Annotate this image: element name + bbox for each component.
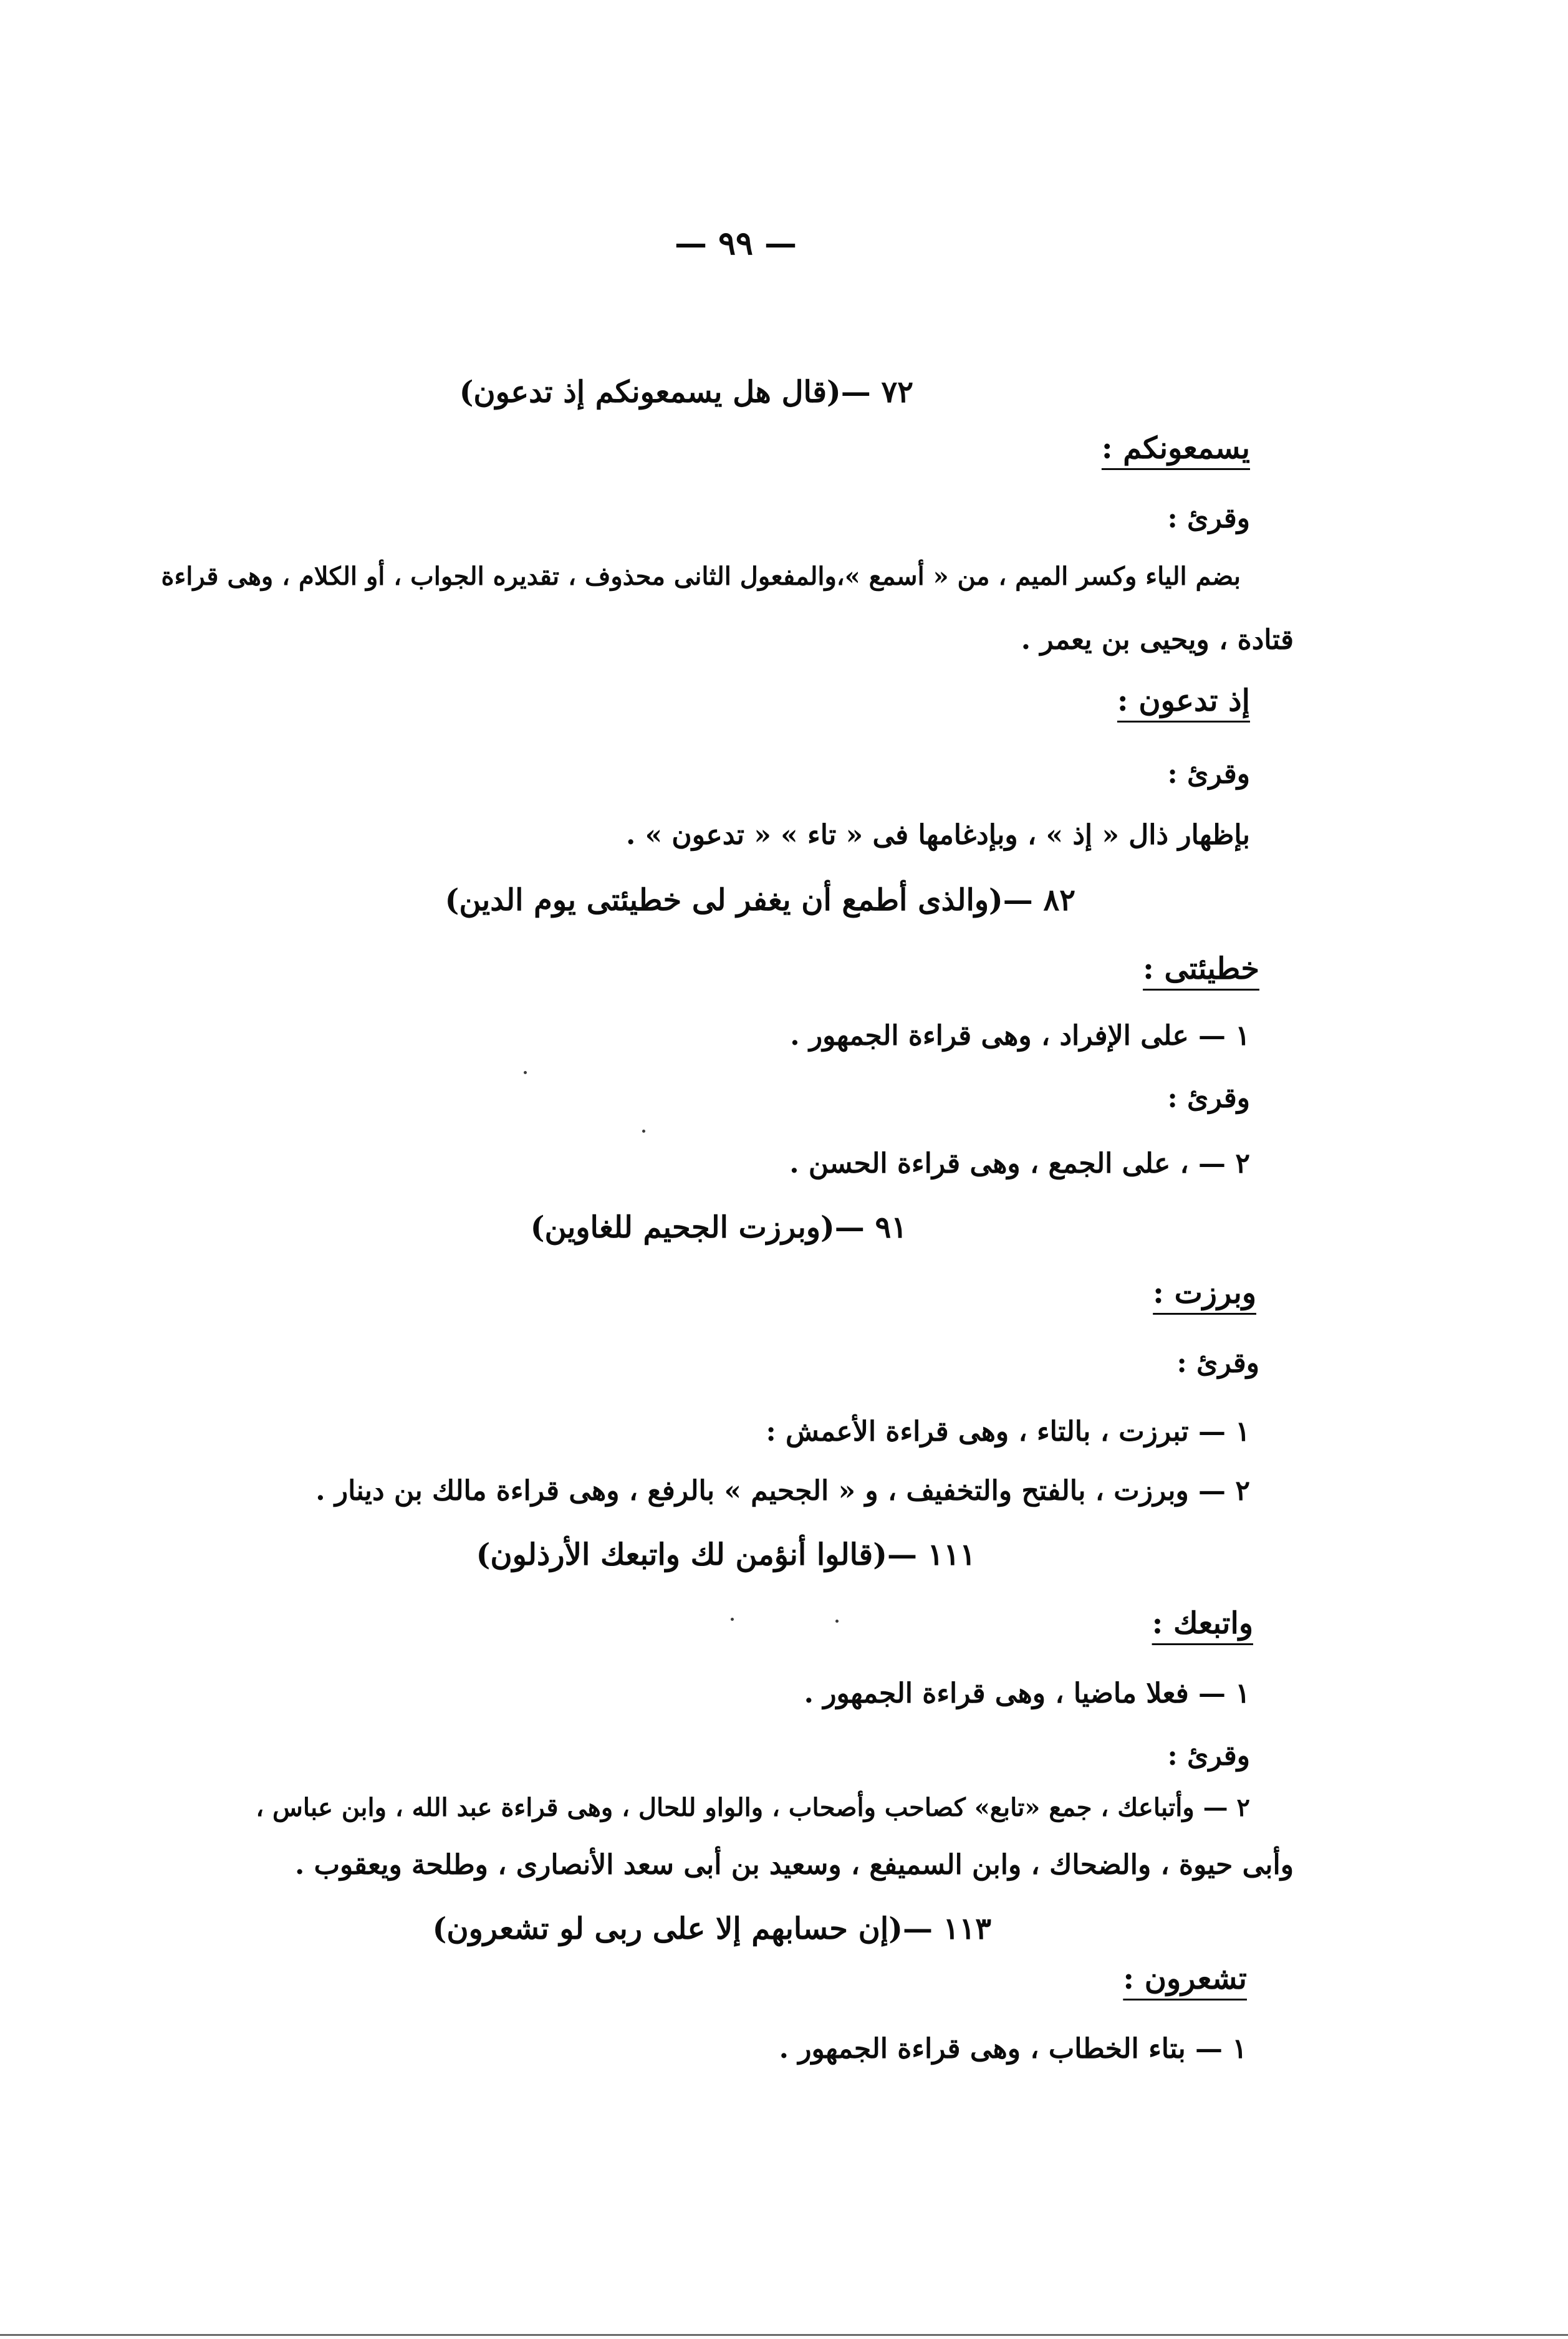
body-text: ١ — على الإفراد ، وهى قراءة الجمهور .	[790, 1020, 1250, 1052]
word-heading: يسمعونكم :	[1101, 431, 1250, 466]
body-text: ١ — فعلا ماضيا ، وهى قراءة الجمهور .	[804, 1678, 1250, 1709]
variant-label: وقرئ :	[1167, 1082, 1250, 1114]
scan-speck	[835, 1620, 839, 1623]
verse-heading: ١١٣ —(إن حسابهم إلا على ربى لو تشعرون)	[432, 1911, 991, 1946]
body-text: ٢ — وبرزت ، بالفتح والتخفيف ، و « الجحيم » بالرفع ، وهى قراءة مالك بن دينار .	[315, 1475, 1250, 1507]
word-heading: خطيئتى :	[1143, 951, 1259, 986]
verse-heading: ٨٢ —(والذى أطمع أن يغفر لى خطيئتى يوم الدين)	[445, 883, 1075, 918]
verse-heading: ٩١ —(وبرزت الجحيم للغاوين)	[530, 1210, 907, 1245]
variant-label: وقرئ :	[1176, 1347, 1259, 1379]
variant-label: وقرئ :	[1167, 758, 1250, 790]
word-heading: إذ تدعون :	[1117, 683, 1250, 718]
scan-speck	[642, 1130, 645, 1133]
scan-speck	[524, 1071, 527, 1074]
body-text: بضم الياء وكسر الميم ، من « أسمع »،والمفعول الثانى محذوف ، تقديره الجواب ، أو الكلام ، وهى قراءة	[161, 562, 1241, 591]
body-text: قتادة ، ويحيى بن يعمر .	[1021, 624, 1294, 656]
page-number: — ٩٩ —	[674, 224, 797, 262]
body-text: وأبى حيوة ، والضحاك ، وابن السميفع ، وسعيد بن أبى سعد الأنصارى ، وطلحة ويعقوب .	[294, 1849, 1294, 1881]
variant-label: وقرئ :	[1167, 1740, 1250, 1772]
page-bottom-edge	[0, 2334, 1568, 2336]
body-text: بإظهار ذال « إذ » ، وبإدغامها فى « تاء » « تدعون » .	[625, 819, 1250, 851]
body-text: ٢ — وأتباعك ، جمع «تابع» كصاحب وأصحاب ، والواو للحال ، وهى قراءة عبد الله ، وابن عباس ،	[256, 1793, 1250, 1822]
verse-heading: ١١١ —(قالوا أنؤمن لك واتبعك الأرذلون)	[476, 1537, 976, 1572]
scan-speck	[731, 1618, 734, 1621]
verse-heading: ٧٢ —(قال هل يسمعونكم إذ تدعون)	[459, 375, 913, 410]
variant-label: وقرئ :	[1167, 502, 1250, 534]
word-heading: وبرزت :	[1153, 1275, 1256, 1310]
word-heading: واتبعك :	[1152, 1606, 1253, 1641]
word-heading: تشعرون :	[1123, 1961, 1247, 1996]
body-text: ١ — بتاء الخطاب ، وهى قراءة الجمهور .	[779, 2033, 1247, 2065]
body-text: ٢ — ، على الجمع ، وهى قراءة الحسن .	[789, 1148, 1250, 1179]
body-text: ١ — تبرزت ، بالتاء ، وهى قراءة الأعمش :	[766, 1416, 1250, 1448]
